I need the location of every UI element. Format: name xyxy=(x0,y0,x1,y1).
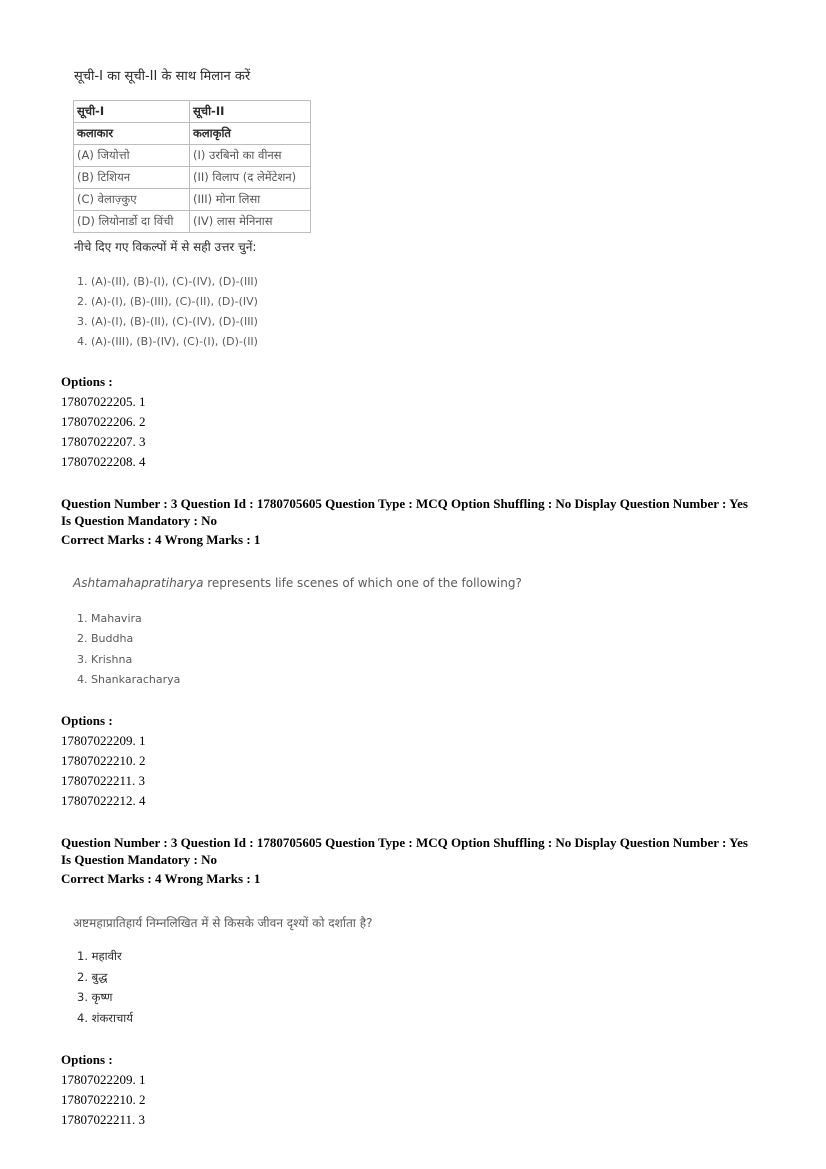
choice-item: 4. Shankaracharya xyxy=(77,672,181,686)
choice-item: 3. (A)-(I), (B)-(II), (C)-(IV), (D)-(III) xyxy=(77,315,258,328)
table-cell: (I) उरबिनो का वीनस xyxy=(190,145,311,167)
choice-item: 1. (A)-(II), (B)-(I), (C)-(IV), (D)-(III) xyxy=(77,275,258,288)
option-item: 17807022210. 2 xyxy=(61,753,146,768)
q1-title: सूची-I का सूची-II के साथ मिलान करें xyxy=(74,69,251,84)
option-item: 17807022210. 2 xyxy=(61,1092,146,1107)
table-cell: (IV) लास मेनिनास xyxy=(190,211,311,233)
mandatory-info: Is Question Mandatory : No xyxy=(61,513,218,528)
table-row xyxy=(74,145,311,167)
choice-item: 3. Krishna xyxy=(77,652,133,666)
options-label: Options : xyxy=(61,374,113,389)
options-label: Options : xyxy=(61,1052,113,1067)
q2-options xyxy=(61,711,146,811)
choice-item: 3. कृष्ण xyxy=(77,990,113,1004)
choice-item: 2. बुद्ध xyxy=(77,969,108,984)
q1-options xyxy=(61,372,146,472)
q2-meta xyxy=(61,495,781,548)
table-header-row xyxy=(74,123,311,145)
q2-choice-list xyxy=(77,609,180,690)
q3-stem: अष्टमहाप्रातिहार्य निम्नलिखित में से किसके जीवन दृश्यों को दर्शाता है? xyxy=(73,916,373,930)
table-header-row xyxy=(74,101,311,123)
choice-item: 2. Buddha xyxy=(77,632,134,646)
table-cell: कलाकार xyxy=(74,123,190,145)
table-row xyxy=(74,189,311,211)
marks-info: Correct Marks : 4 Wrong Marks : 1 xyxy=(61,871,261,886)
table-cell: (C) वेलाज़्कुए xyxy=(74,189,190,211)
q1-choice-list xyxy=(77,272,258,352)
option-item: 17807022205. 1 xyxy=(61,394,146,409)
table-cell: (D) लियोनार्डो दा विंची xyxy=(74,211,190,233)
q1-instruction: नीचे दिए गए विकल्पों में से सही उत्तर चुनें: xyxy=(74,240,257,254)
option-item: 17807022207. 3 xyxy=(61,434,146,449)
question-info: Question Number : 3 Question Id : 1780705605 Question Type : MCQ Option Shuffling : No Display Question Number : Yes xyxy=(61,835,748,850)
choice-item: 2. (A)-(I), (B)-(III), (C)-(II), (D)-(IV) xyxy=(77,295,258,308)
choice-item: 4. (A)-(III), (B)-(IV), (C)-(I), (D)-(II) xyxy=(77,335,258,348)
options-label: Options : xyxy=(61,713,113,728)
option-item: 17807022208. 4 xyxy=(61,454,146,469)
option-item: 17807022206. 2 xyxy=(61,414,146,429)
option-item: 17807022211. 3 xyxy=(61,1112,146,1127)
choice-item: 1. महावीर xyxy=(77,949,122,963)
table-cell: कलाकृति xyxy=(190,123,311,145)
table-cell: सूची-I xyxy=(74,101,190,123)
marks-info: Correct Marks : 4 Wrong Marks : 1 xyxy=(61,532,261,547)
table-row xyxy=(74,211,311,233)
option-item: 17807022209. 1 xyxy=(61,733,146,748)
q3-options xyxy=(61,1050,146,1130)
option-item: 17807022211. 3 xyxy=(61,773,146,788)
match-table xyxy=(73,100,311,233)
question-info: Question Number : 3 Question Id : 1780705605 Question Type : MCQ Option Shuffling : No Display Question Number : Yes xyxy=(61,496,748,511)
table-cell: (A) जियोत्तो xyxy=(74,145,190,167)
mandatory-info: Is Question Mandatory : No xyxy=(61,852,218,867)
option-item: 17807022212. 4 xyxy=(61,793,146,808)
table-cell: (B) टिशियन xyxy=(74,167,190,189)
table-cell: सूची-II xyxy=(190,101,311,123)
q2-stem-rest: represents life scenes of which one of the following? xyxy=(203,576,522,590)
q2-stem xyxy=(73,576,522,590)
table-row xyxy=(74,167,311,189)
q3-choice-list xyxy=(77,946,133,1028)
q3-meta xyxy=(61,834,781,887)
table-cell: (III) मोना लिसा xyxy=(190,189,311,211)
table-cell: (II) विलाप (द लेमेंटेशन) xyxy=(190,167,311,189)
choice-item: 1. Mahavira xyxy=(77,612,142,625)
option-item: 17807022209. 1 xyxy=(61,1072,146,1087)
choice-item: 4. शंकराचार्य xyxy=(77,1010,133,1025)
q2-stem-term: Ashtamahapratiharya xyxy=(73,576,204,590)
